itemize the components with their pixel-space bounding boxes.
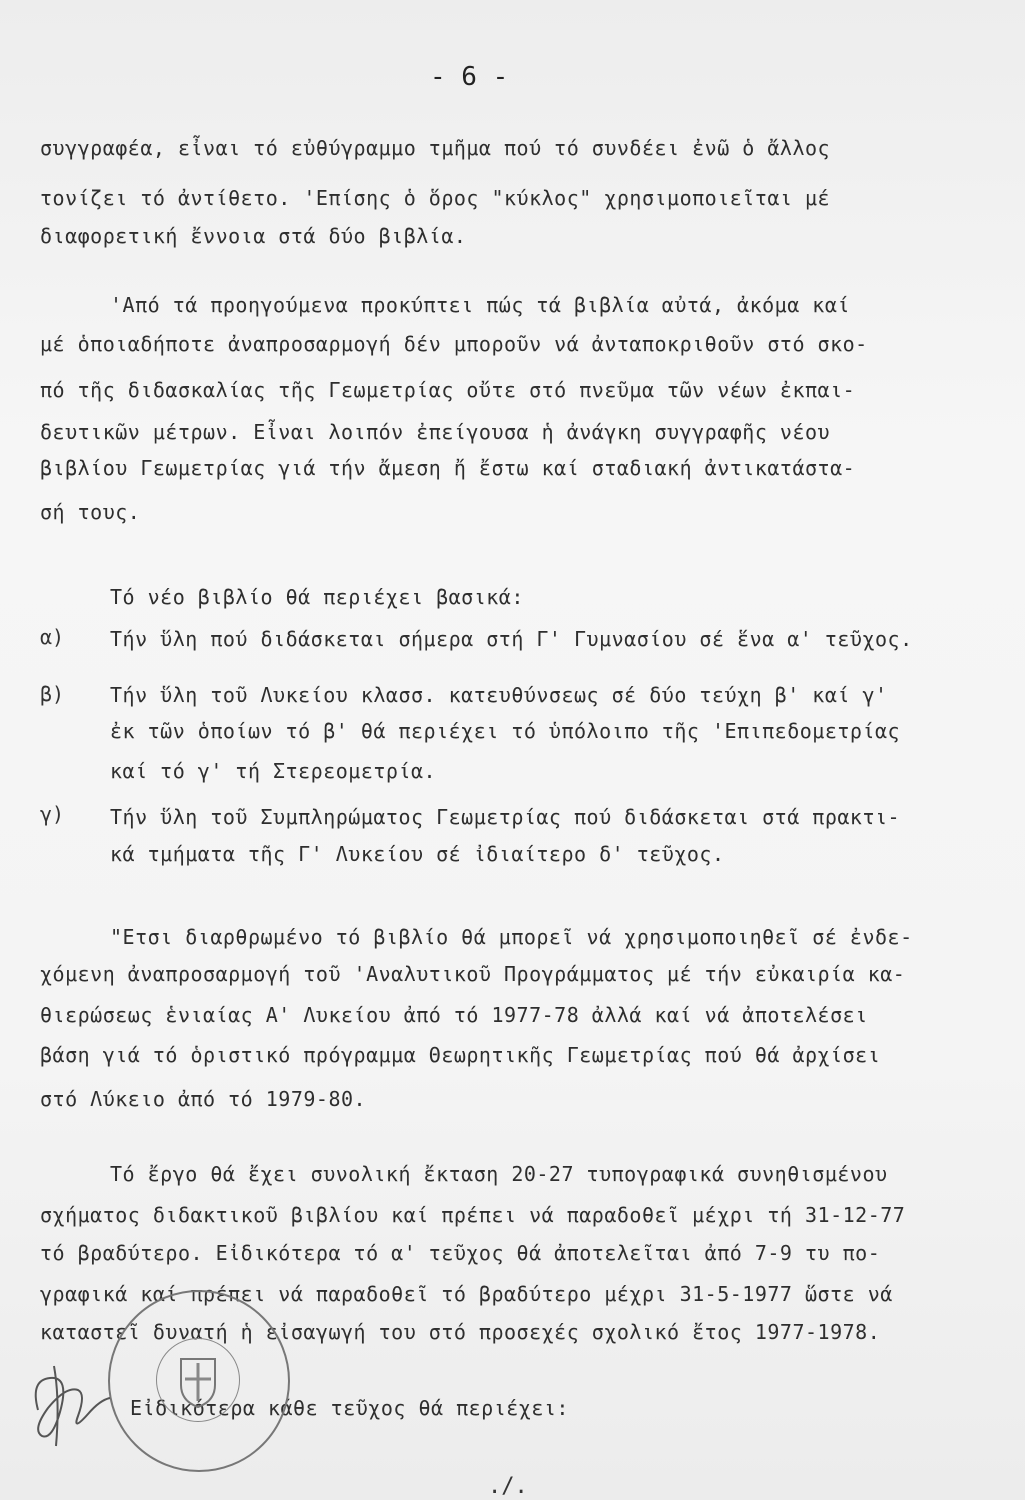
text-line: συγγραφέα, εἶναι τό εὐθύγραμμο τμῆμα πού τό συνδέει ἐνῶ ὁ ἄλλος: [40, 136, 831, 160]
text-line: θιερώσεως ἑνιαίας Α' Λυκείου ἀπό τό 1977-78 ἀλλά καί νά ἀποτελέσει: [40, 1003, 868, 1027]
page-number: - 6 -: [430, 62, 509, 92]
list-item-line: Τήν ὕλη πού διδάσκεται σήμερα στή Γ' Γυμνασίου σέ ἕνα α' τεῦχος.: [110, 627, 913, 651]
text-line: καταστεῖ δυνατή ἡ εἰσαγωγή του στό προσεχές σχολικό ἔτος 1977-1978.: [40, 1320, 881, 1344]
text-line: σχήματος διδακτικοῦ βιβλίου καί πρέπει νά παραδοθεῖ μέχρι τή 31-12-77: [40, 1203, 906, 1227]
list-marker: α): [40, 625, 65, 649]
list-item-line: κά τμήματα τῆς Γ' Λυκείου σέ ἰδιαίτερο δ' τεῦχος.: [110, 842, 725, 866]
text-line: Εἰδικότερα κάθε τεῦχος θά περιέχει:: [130, 1396, 569, 1420]
text-line: γραφικά καί πρέπει νά παραδοθεῖ τό βραδύτερο μέχρι 31-5-1977 ὥστε νά: [40, 1282, 893, 1306]
text-line: πό τῆς διδασκαλίας τῆς Γεωμετρίας οὔτε στό πνεῦμα τῶν νέων ἐκπαι-: [40, 378, 856, 402]
handwritten-signature: [20, 1350, 140, 1460]
text-line: Τό ἔργο θά ἔχει συνολική ἔκταση 20-27 τυπογραφικά συνηθισμένου: [110, 1162, 888, 1186]
text-line: στό Λύκειο ἀπό τό 1979-80.: [40, 1087, 367, 1111]
text-line: βιβλίου Γεωμετρίας γιά τήν ἄμεση ἤ ἔστω καί σταδιακή ἀντικατάστα-: [40, 456, 856, 480]
list-item-line: ἐκ τῶν ὁποίων τό β' θά περιέχει τό ὑπόλοιπο τῆς 'Επιπεδομετρίας: [110, 719, 901, 743]
text-line: σή τους.: [40, 500, 141, 524]
list-marker: β): [40, 682, 65, 706]
seal-emblem: [156, 1338, 240, 1422]
text-line: Τό νέο βιβλίο θά περιέχει βασικά:: [110, 585, 524, 609]
text-line: μέ ὁποιαδήποτε ἀναπροσαρμογή δέν μποροῦν νά ἀνταποκριθοῦν στό σκο-: [40, 332, 868, 356]
coat-of-arms-icon: [157, 1339, 239, 1421]
list-item-line: καί τό γ' τή Στερεομετρία.: [110, 759, 437, 783]
text-line: τό βραδύτερο. Εἰδικότερα τό α' τεῦχος θά ἀποτελεῖται ἀπό 7-9 τυ πο-: [40, 1241, 881, 1265]
list-item-line: Τήν ὕλη τοῦ Λυκείου κλασσ. κατευθύνσεως σέ δύο τεύχη β' καί γ': [110, 683, 888, 707]
continuation-mark: ./.: [488, 1474, 528, 1499]
text-line: "Ετσι διαρθρωμένο τό βιβλίο θά μπορεῖ νά χρησιμοποιηθεῖ σέ ἐνδε-: [110, 925, 913, 949]
text-line: χόμενη ἀναπροσαρμογή τοῦ 'Αναλυτικοῦ Προγράμματος μέ τήν εὐκαιρία κα-: [40, 962, 906, 986]
text-line: δευτικῶν μέτρων. Εἶναι λοιπόν ἐπείγουσα ἡ ἀνάγκη συγγραφῆς νέου: [40, 420, 831, 444]
list-item-line: Τήν ὕλη τοῦ Συμπληρώματος Γεωμετρίας πού διδάσκεται στά πρακτι-: [110, 805, 901, 829]
text-line: τονίζει τό ἀντίθετο. 'Επίσης ὁ ὅρος "κύκλος" χρησιμοποιεῖται μέ: [40, 186, 831, 210]
text-line: διαφορετική ἔννοια στά δύο βιβλία.: [40, 224, 467, 248]
text-line: βάση γιά τό ὁριστικό πρόγραμμα Θεωρητικῆς Γεωμετρίας πού θά ἀρχίσει: [40, 1043, 881, 1067]
list-marker: γ): [40, 802, 65, 826]
text-line: 'Από τά προηγούμενα προκύπτει πώς τά βιβλία αὐτά, ἀκόμα καί: [110, 293, 850, 317]
